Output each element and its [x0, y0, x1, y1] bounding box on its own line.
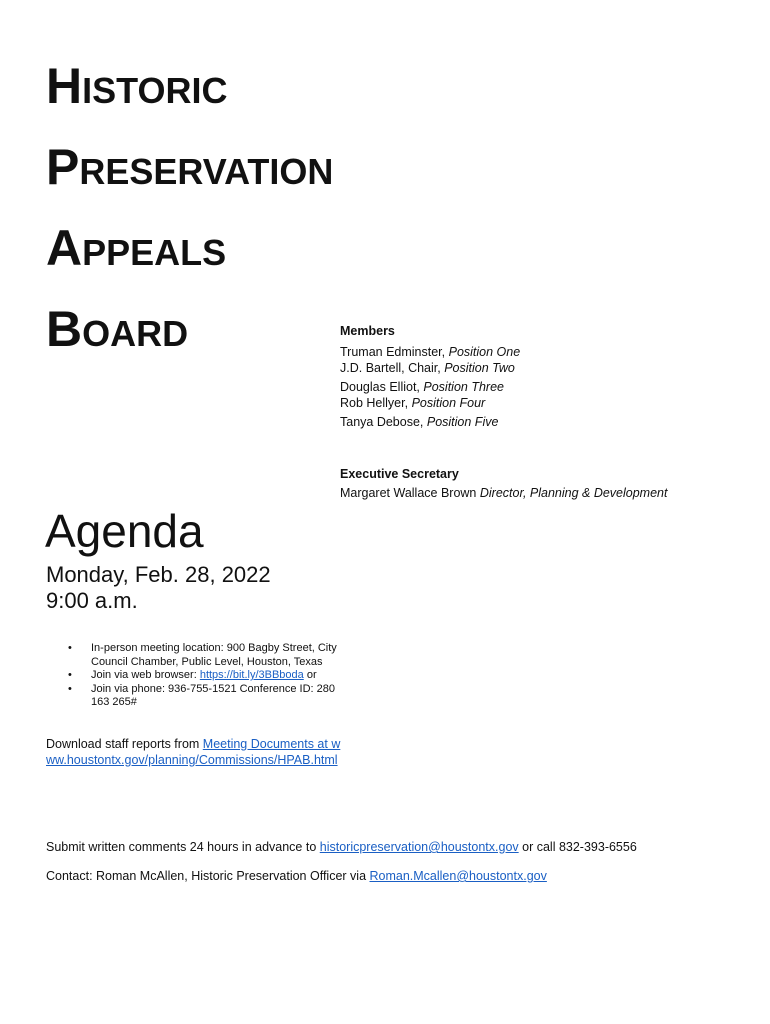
members-section: [340, 323, 520, 430]
web-link[interactable]: https://bit.ly/3BBboda: [199, 669, 304, 681]
member-line: J.D. Bartell, Chair, Position Two: [340, 361, 515, 375]
meeting-time: 9:00 a.m.: [46, 588, 138, 613]
executive-heading: Executive Secretary: [340, 467, 459, 481]
member-line: Truman Edminster, Position One: [340, 344, 521, 359]
board-title: [46, 52, 333, 376]
executive-secretary-section: [340, 465, 667, 503]
contact-email-link[interactable]: Roman.Mcallen@houstontx.gov: [369, 869, 547, 883]
meeting-date: Monday, Feb. 28, 2022: [46, 562, 271, 587]
contact-line: Contact: Roman McAllen, Historic Preservation Officer via Roman.Mcallen@houstontx.gov: [46, 869, 547, 883]
meeting-datetime: [46, 562, 271, 614]
list-item-phone: • Join via phone: 936-755-1521 Conference ID: 280 163 265#: [46, 683, 346, 710]
list-item-web: • Join via web browser: https://bit.ly/3BBboda or: [46, 669, 346, 683]
title-line-preservation: PRESERVATION: [46, 139, 334, 195]
members-heading: Members: [340, 324, 395, 338]
member-line: Tanya Debose, Position Five: [340, 414, 499, 429]
meeting-documents-link[interactable]: Meeting Documents at www.houstontx.gov/planning/Commissions/HPAB.html: [46, 737, 341, 767]
agenda-heading: Agenda: [45, 505, 204, 557]
member-line: Douglas Elliot, Position Three: [340, 379, 504, 394]
title-line-historic: HISTORIC: [46, 58, 228, 114]
title-line-appeals: APPEALS: [46, 220, 227, 276]
title-line-board: BOARD: [46, 301, 189, 357]
list-item-location: • In-person meeting location: 900 Bagby Street, City Council Chamber, Public Level, Houston, Texas: [46, 642, 346, 669]
download-reports: Download staff reports from Meeting Documents at www.houstontx.gov/planning/Commissions/HPAB.html: [46, 737, 341, 767]
historic-preservation-email-link[interactable]: historicpreservation@houstontx.gov: [319, 840, 519, 854]
submit-comments: Submit written comments 24 hours in advance to historicpreservation@houstontx.gov or call 832-393-6556: [46, 840, 637, 854]
meeting-options-list: [46, 642, 346, 710]
member-line: Rob Hellyer, Position Four: [340, 396, 486, 410]
executive-line: Margaret Wallace Brown Director, Planning & Development: [340, 486, 668, 500]
